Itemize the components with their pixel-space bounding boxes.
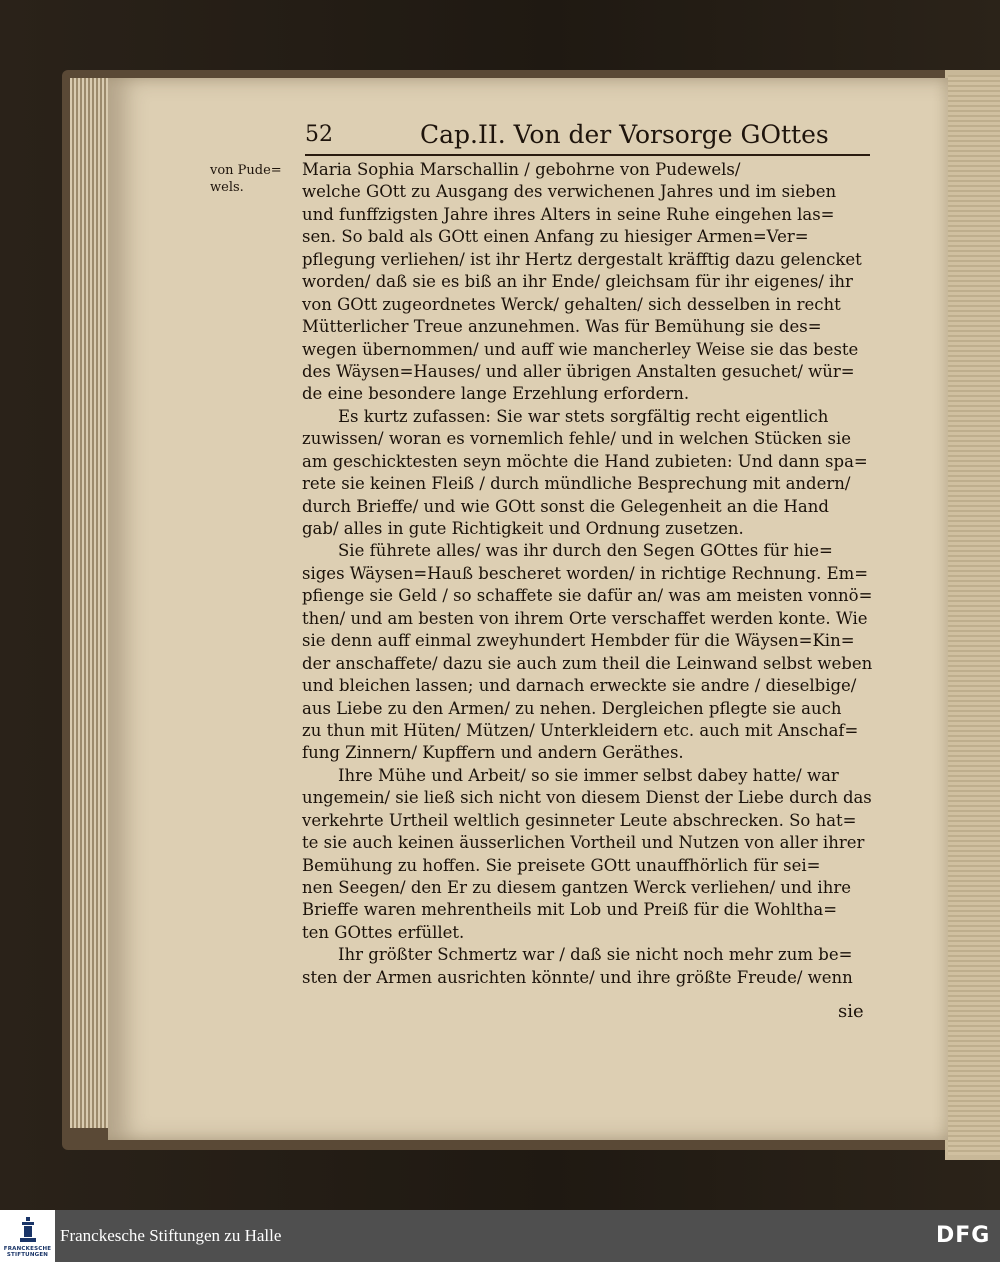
text-line: then/ und am besten von ihrem Orte verschaffet werden konte. Wie: [302, 608, 868, 628]
text-line: Mütterlicher Treue anzunehmen. Was für Bemühung sie des=: [302, 317, 822, 337]
text-line: am geschicktesten seyn möchte die Hand zubieten: Und dann spa=: [302, 451, 868, 471]
text-line: gab/ alles in gute Richtigkeit und Ordnung zusetzen.: [302, 519, 744, 538]
text-line: wegen übernommen/ und auff wie mancherley Weise sie das beste: [302, 339, 859, 359]
text-line: zu thun mit Hüten/ Mützen/ Unterkleidern etc. auch mit Anschaf=: [302, 720, 859, 740]
text-line: verkehrte Urtheil weltlich gesinneter Leute abschrecken. So hat=: [302, 810, 857, 830]
running-title: Cap.II. Von der Vorsorge GOttes: [420, 120, 829, 149]
text-line: sie denn auff einmal zweyhundert Hembder für die Wäysen=Kin=: [302, 631, 855, 651]
text-line: von GOtt zugeordnetes Werck/ gehalten/ sich desselben in recht: [302, 294, 841, 314]
text-line: durch Brieffe/ und wie GOtt sonst die Gelegenheit an die Hand: [302, 496, 829, 516]
text-line: und bleichen lassen; und darnach erweckte sie andre / dieselbige/: [302, 676, 857, 696]
text-line: zuwissen/ woran es vornemlich fehle/ und in welchen Stücken sie: [302, 429, 851, 449]
text-line: worden/ daß sie es biß an ihr Ende/ gleichsam für ihr eigenes/ ihr: [302, 272, 853, 292]
text-line: Ihre Mühe und Arbeit/ so sie immer selbst dabey hatte/ war: [338, 765, 839, 785]
header-rule: [305, 154, 870, 156]
marginal-note-line: wels.: [210, 180, 244, 195]
text-line: aus Liebe zu den Armen/ zu nehen. Dergleichen pflegte sie auch: [302, 698, 842, 718]
text-line: Ihr größter Schmertz war / daß sie nicht noch mehr zum be=: [338, 945, 853, 965]
footer-bar: [0, 1210, 1000, 1262]
facing-page-strip: [948, 75, 1000, 1155]
catchword: sie: [838, 1001, 864, 1022]
text-line: Es kurtz zufassen: Sie war stets sorgfältig recht eigentlich: [338, 406, 829, 426]
page-number: 52: [305, 122, 333, 147]
page-edges: [70, 78, 110, 1128]
text-line: nen Seegen/ den Er zu diesem gantzen Werck verliehen/ und ihre: [302, 878, 851, 897]
text-line: Sie führete alles/ was ihr durch den Segen GOttes für hie=: [338, 541, 833, 561]
text-line: fung Zinnern/ Kupffern und andern Geräthes.: [302, 743, 684, 763]
text-line: und funffzigsten Jahre ihres Alters in seine Ruhe eingehen las=: [302, 204, 835, 224]
body-text: [302, 159, 872, 989]
dfg-logo: DFG: [936, 1223, 991, 1248]
institution-logo: [0, 1210, 55, 1262]
logo-caption: FRANCKESCHE STIFTUNGEN: [3, 1246, 52, 1258]
text-line: welche GOtt zu Ausgang des verwichenen Jahres und im sieben: [302, 182, 837, 202]
text-line: Bemühung zu hoffen. Sie preisete GOtt unauffhörlich für sei=: [302, 855, 821, 875]
text-line: der anschaffete/ dazu sie auch zum theil die Leinwand selbst weben: [302, 653, 873, 673]
text-line: pfienge sie Geld / so schaffete sie dafür an/ was am meisten vonnö=: [302, 586, 873, 606]
marginal-note: [210, 162, 288, 196]
institution-emblem-icon: [19, 1217, 37, 1243]
text-line: Maria Sophia Marschallin / gebohrne von Pudewels/: [302, 160, 741, 179]
text-line: Brieffe waren mehrentheils mit Lob und Preiß für die Wohltha=: [302, 900, 838, 920]
text-line: ten GOttes erfüllet.: [302, 922, 465, 942]
text-line: des Wäysen=Hauses/ und aller übrigen Anstalten gesuchet/ wür=: [302, 361, 855, 381]
text-line: ungemein/ sie ließ sich nicht von diesem Dienst der Liebe durch das: [302, 788, 872, 808]
marginal-note-line: von Pude=: [210, 163, 282, 178]
text-line: siges Wäysen=Hauß bescheret worden/ in richtige Rechnung. Em=: [302, 563, 869, 583]
text-line: pflegung verliehen/ ist ihr Hertz dergestalt kräfftig dazu gelencket: [302, 249, 862, 269]
text-line: sen. So bald als GOtt einen Anfang zu hiesiger Armen=Ver=: [302, 227, 809, 247]
text-line: de eine besondere lange Erzehlung erfordern.: [302, 384, 690, 404]
institution-name: Franckesche Stiftungen zu Halle: [60, 1226, 282, 1245]
text-line: sten der Armen ausrichten könnte/ und ihre größte Freude/ wenn: [302, 967, 853, 987]
text-line: te sie auch keinen äusserlichen Vortheil und Nutzen von aller ihrer: [302, 833, 865, 853]
text-line: rete sie keinen Fleiß / durch mündliche Besprechung mit andern/: [302, 474, 851, 494]
page-header: [305, 118, 865, 154]
